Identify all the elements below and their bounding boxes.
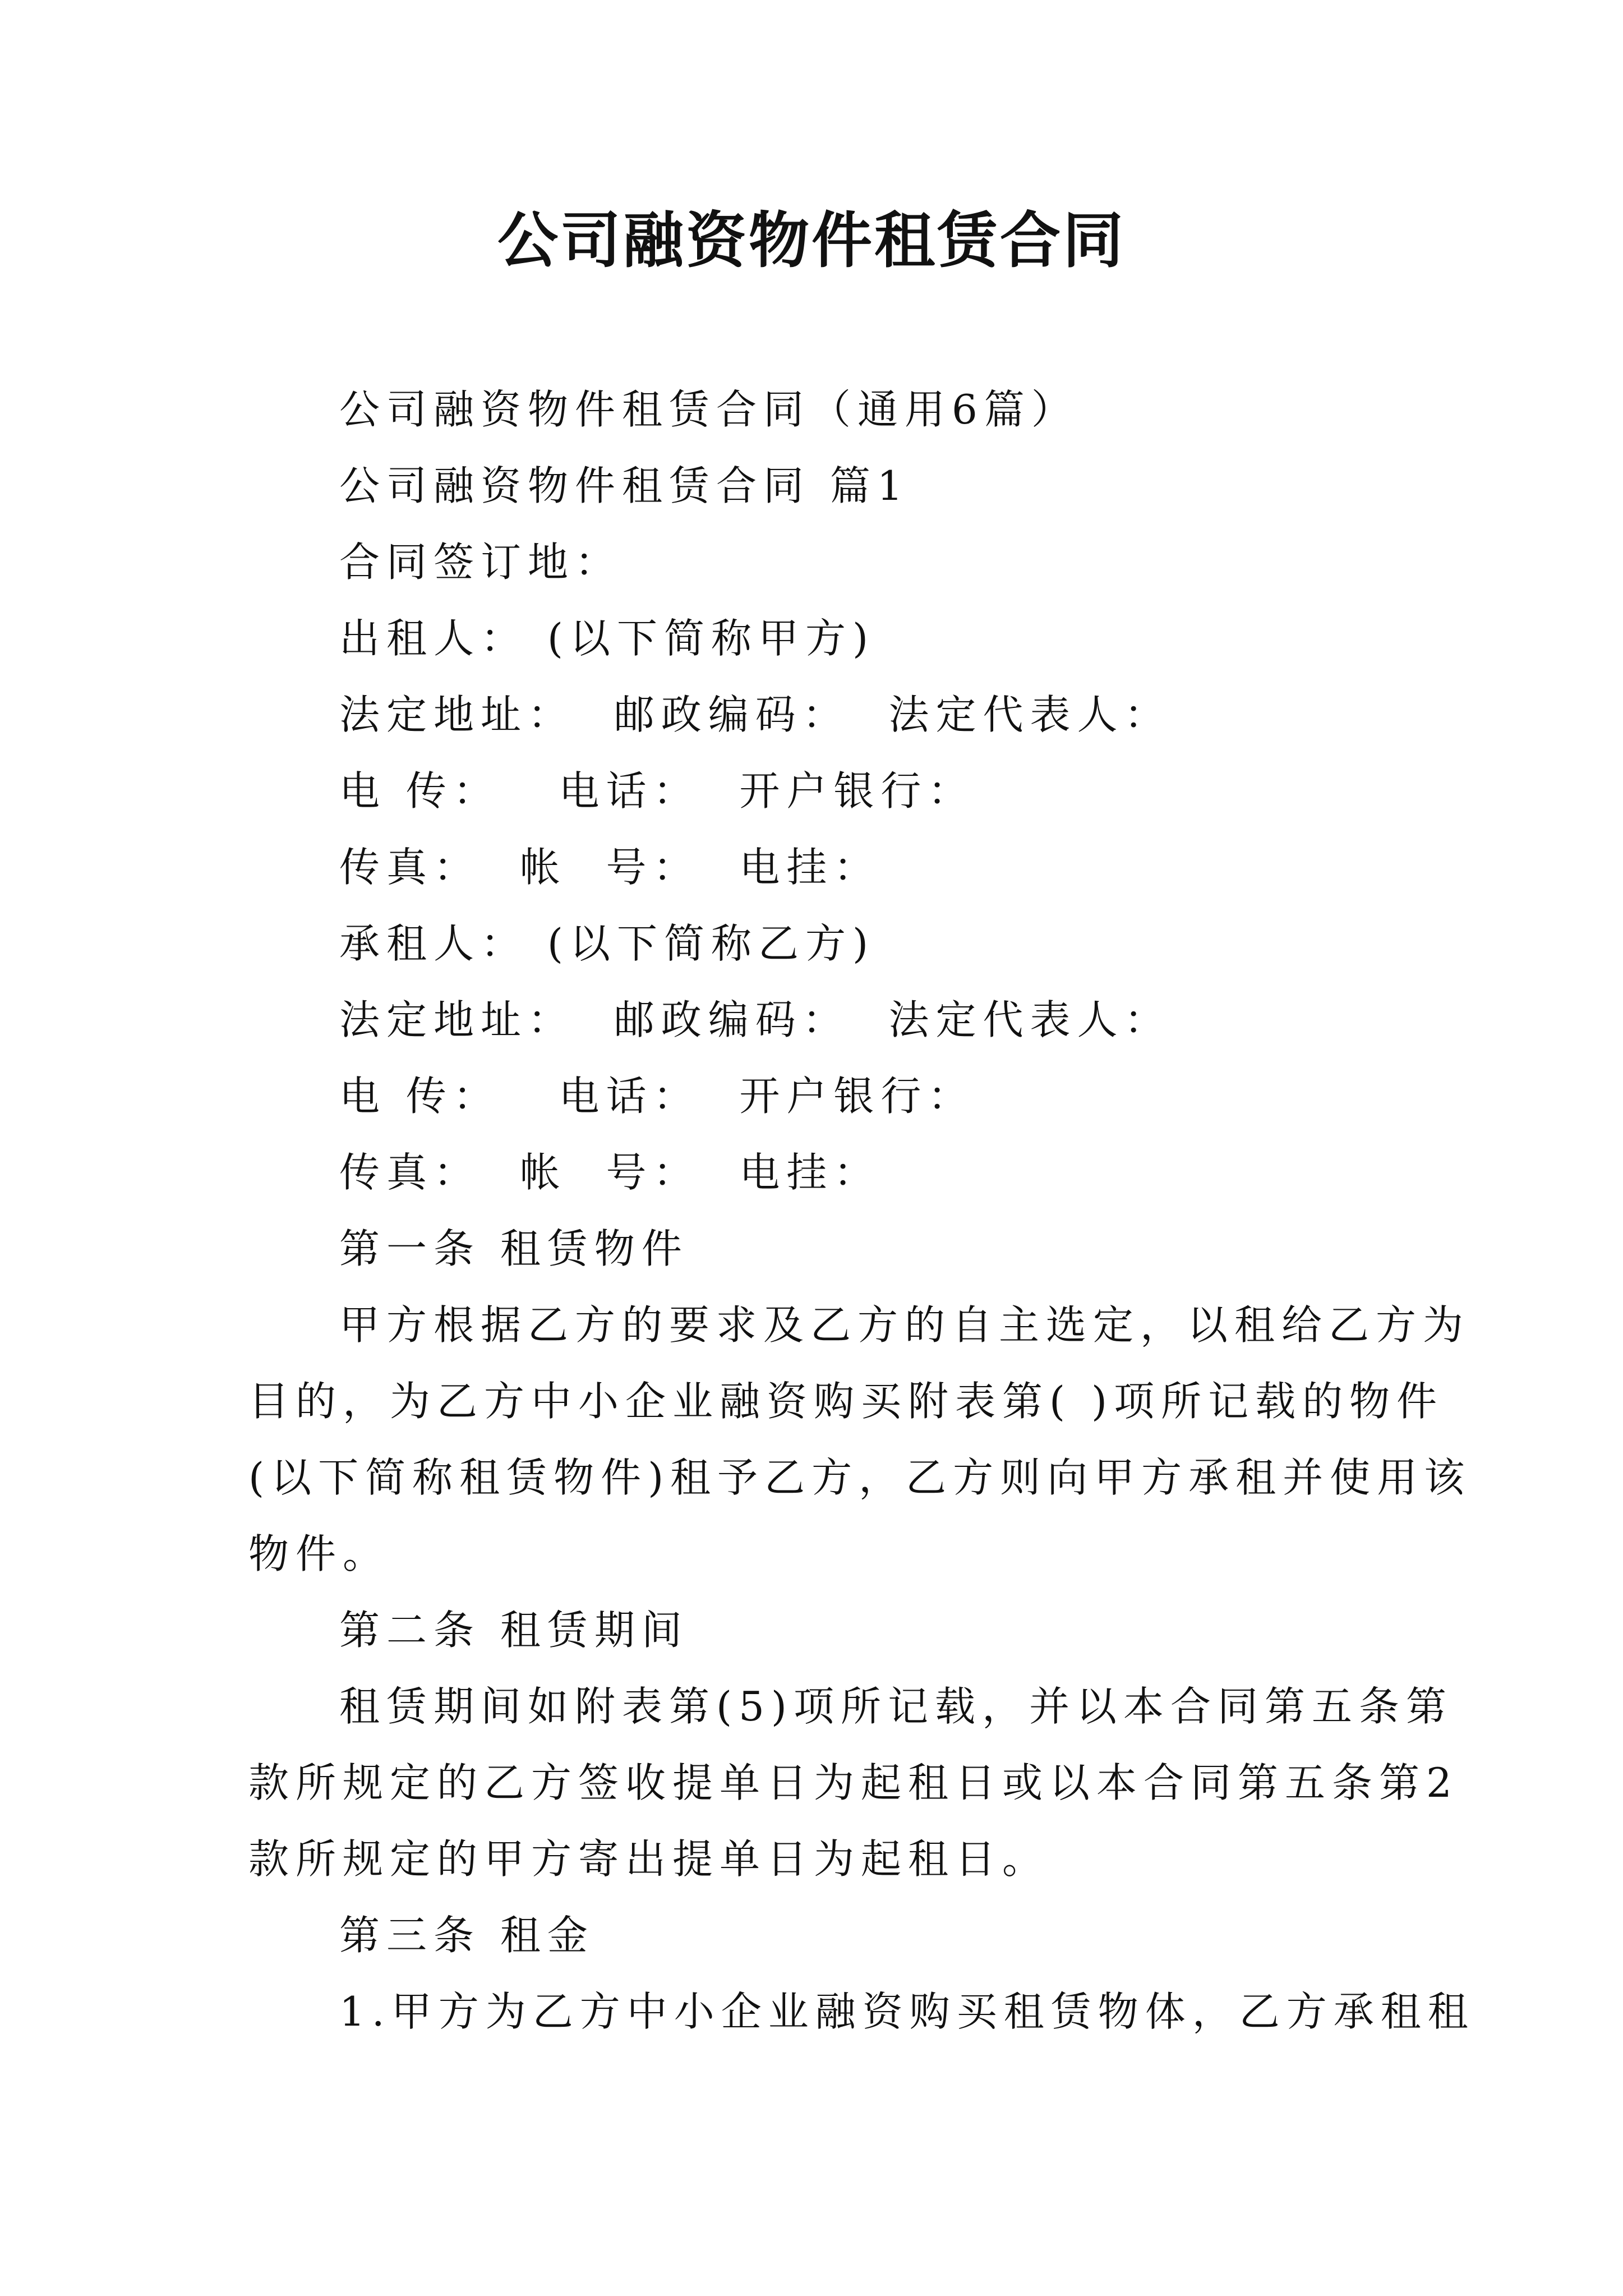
- article-1-text-line: 物件。: [248, 1530, 390, 1577]
- article-3-text-line: 1.甲方为乙方中小企业融资购买租赁物体，乙方承租租: [339, 1988, 1475, 2035]
- field-lessee-address-row: 法定地址： 邮政编码： 法定代表人：: [339, 996, 1172, 1043]
- article-2-text-line: 款所规定的甲方寄出提单日为起租日。: [248, 1835, 1050, 1883]
- article-1-heading: 第一条 租赁物件: [339, 1225, 689, 1272]
- section-heading-part-1: 公司融资物件租赁合同 篇1: [339, 462, 910, 509]
- document-title: 公司融资物件租赁合同: [497, 206, 1126, 276]
- field-lessee: 承租人： (以下简称乙方): [339, 920, 875, 967]
- article-2-text-line: 款所规定的乙方签收提单日为起租日或以本合同第五条第2: [248, 1759, 1459, 1806]
- field-lessor-address-row: 法定地址： 邮政编码： 法定代表人：: [339, 691, 1172, 738]
- field-lessor: 出租人： (以下简称甲方): [339, 615, 875, 662]
- article-1-text-line: 目的，为乙方中小企业融资购买附表第( )项所记载的物件: [248, 1378, 1444, 1425]
- article-3-heading: 第三条 租金: [339, 1912, 594, 1959]
- article-2-heading: 第二条 租赁期间: [339, 1607, 689, 1654]
- article-2-text-line: 租赁期间如附表第(5)项所记载，并以本合同第五条第: [339, 1683, 1453, 1730]
- field-signing-place: 合同签订地：: [339, 539, 623, 586]
- field-lessee-fax-row: 传真： 帐 号： 电挂：: [339, 1149, 881, 1196]
- article-1-text-line: (以下简称租赁物件)租予乙方，乙方则向甲方承租并使用该: [248, 1454, 1472, 1501]
- field-lessee-contact-row: 电 传： 电话： 开户银行：: [339, 1073, 975, 1120]
- document-subtitle: 公司融资物件租赁合同（通用6篇）: [339, 386, 1078, 433]
- field-lessor-fax-row: 传真： 帐 号： 电挂：: [339, 844, 881, 891]
- article-1-text-line: 甲方根据乙方的要求及乙方的自主选定，以租给乙方为: [339, 1301, 1470, 1349]
- field-lessor-contact-row: 电 传： 电话： 开户银行：: [339, 767, 975, 815]
